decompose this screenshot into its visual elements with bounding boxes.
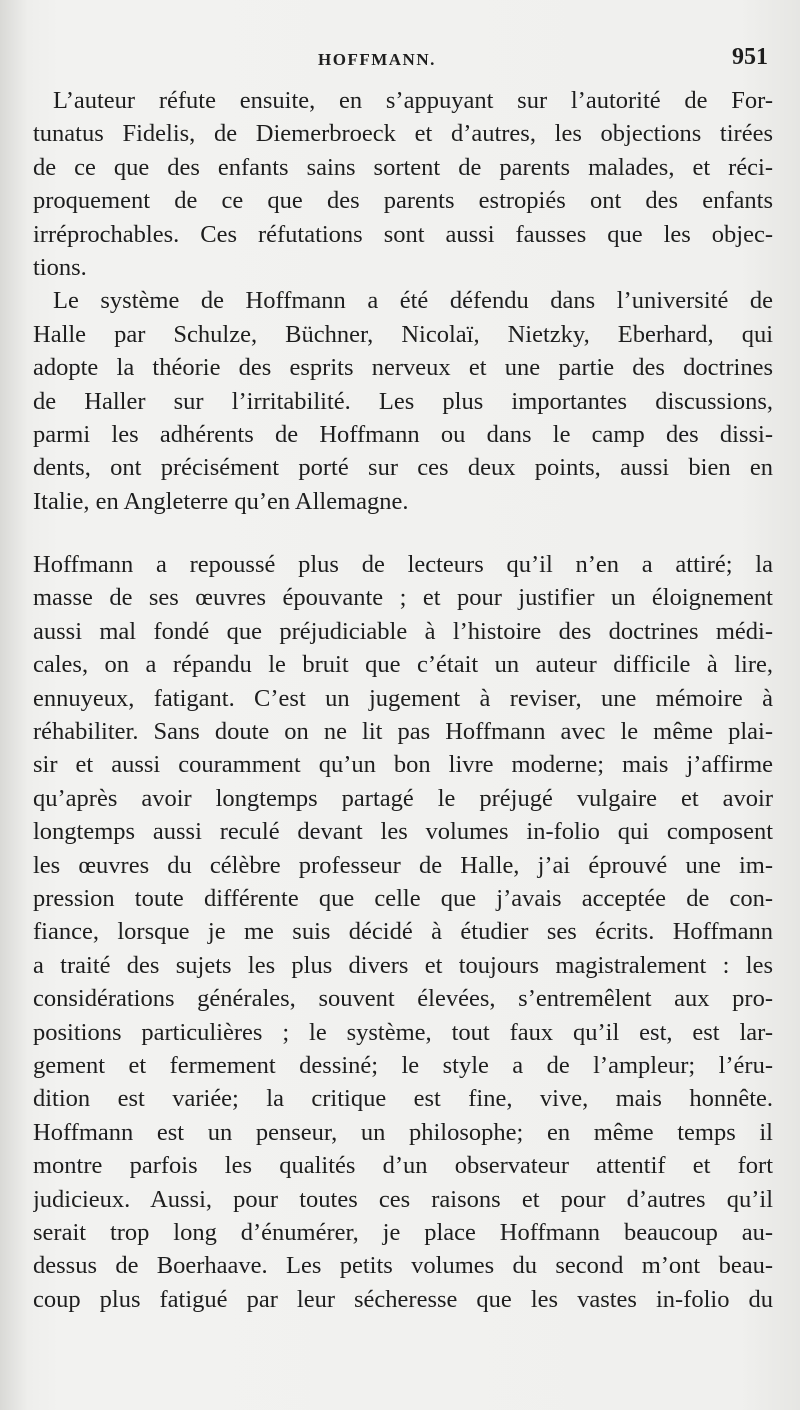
text-line: de Haller sur l’irritabilité. Les plus importantes discussions, xyxy=(33,387,773,415)
text-line: Le système de Hoffmann a été défendu dans l’université de xyxy=(53,287,773,315)
text-line: sir et aussi couramment qu’un bon livre moderne; mais j’affirme xyxy=(33,751,773,779)
running-head xyxy=(0,44,800,84)
text-line: tunatus Fidelis, de Diemerbroeck et d’autres, les objections tirées xyxy=(33,120,773,148)
paragraph-3 xyxy=(33,548,773,1316)
text-line: réhabiliter. Sans doute on ne lit pas Hoffmann avec le même plai- xyxy=(33,718,773,746)
paragraph-1 xyxy=(33,84,773,284)
text-line: parmi les adhérents de Hoffmann ou dans le camp des dissi- xyxy=(33,420,773,448)
text-line: considérations générales, souvent élevées, s’entremêlent aux pro- xyxy=(33,985,773,1013)
text-line: proquement de ce que des parents estropiés ont des enfants xyxy=(33,187,773,215)
text-line: cales, on a répandu le bruit que c’était un auteur difficile à lire, xyxy=(33,651,773,679)
text-line: gement et fermement dessiné; le style a de l’ampleur; l’éru- xyxy=(33,1051,773,1079)
text-line: adopte la théorie des esprits nerveux et une partie des doctrines xyxy=(33,354,773,382)
text-line: L’auteur réfute ensuite, en s’appuyant sur l’autorité de For- xyxy=(53,87,773,114)
text-line: qu’après avoir longtemps partagé le préjugé vulgaire et avoir xyxy=(33,784,773,812)
text-line: Halle par Schulze, Büchner, Nicolaï, Nietzky, Eberhard, qui xyxy=(33,320,773,348)
text-line: Italie, en Angleterre qu’en Allemagne. xyxy=(33,487,409,515)
text-line: dition est variée; la critique est fine, vive, mais honnête. xyxy=(33,1085,773,1113)
running-title: HOFFMANN. xyxy=(318,50,436,69)
text-line: longtemps aussi reculé devant les volumes in-folio qui composent xyxy=(33,818,773,846)
text-line: fiance, lorsque je me suis décidé à étudier ses écrits. Hoffmann xyxy=(33,918,773,946)
text-line: dents, ont précisément porté sur ces deux points, aussi bien en xyxy=(33,454,773,482)
text-line: ennuyeux, fatigant. C’est un jugement à reviser, une mémoire à xyxy=(33,684,773,712)
text-line: montre parfois les qualités d’un observateur attentif et fort xyxy=(33,1152,773,1180)
text-line: les œuvres du célèbre professeur de Halle, j’ai éprouvé une im- xyxy=(33,851,773,879)
text-line: tions. xyxy=(33,253,87,281)
text-line: aussi mal fondé que préjudiciable à l’histoire des doctrines médi- xyxy=(33,617,773,645)
text-line: positions particulières ; le système, tout faux qu’il est, est lar- xyxy=(33,1018,773,1046)
text-line: de ce que des enfants sains sortent de parents malades, et réci- xyxy=(33,153,773,181)
text-line: judicieux. Aussi, pour toutes ces raisons et pour d’autres qu’il xyxy=(33,1185,773,1213)
text-line: dessus de Boerhaave. Les petits volumes du second m’ont beau- xyxy=(33,1252,773,1280)
page-number: 951 xyxy=(732,44,768,70)
text-line: Hoffmann est un penseur, un philosophe; en même temps il xyxy=(33,1118,773,1146)
text-line: irréprochables. Ces réfutations sont aussi fausses que les objec- xyxy=(33,220,773,248)
text-line: a traité des sujets les plus divers et toujours magistralement : les xyxy=(33,951,773,979)
text-line: masse de ses œuvres épouvante ; et pour justifier un éloignement xyxy=(33,584,773,612)
text-line: Hoffmann a repoussé plus de lecteurs qu’il n’en a attiré; la xyxy=(33,551,773,579)
paragraph-2 xyxy=(33,284,773,518)
text-line: coup plus fatigué par leur sécheresse que les vastes in-folio du xyxy=(33,1285,773,1313)
text-line: pression toute différente que celle que j’avais acceptée de con- xyxy=(33,884,773,912)
text-line: serait trop long d’énumérer, je place Hoffmann beaucoup au- xyxy=(33,1218,773,1246)
body-text xyxy=(33,84,773,1316)
section-gap xyxy=(33,518,773,548)
